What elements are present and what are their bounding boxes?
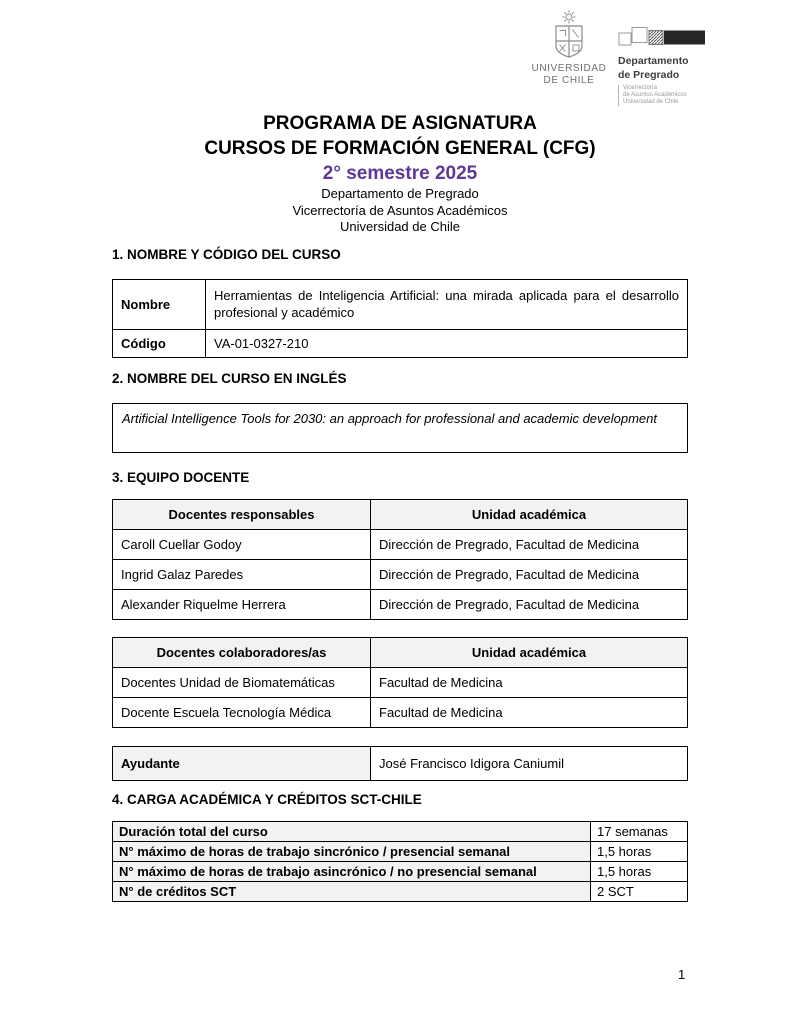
doc-title-semester: 2° semestre 2025 (322, 163, 478, 184)
section3-heading: 3. EQUIPO DOCENTE (112, 469, 250, 485)
doc-title-line2: CURSOS DE FORMACIÓN GENERAL (CFG) (204, 138, 596, 159)
uchile-logo-text-line2: DE CHILE (543, 75, 595, 86)
responsible-teachers-table (112, 499, 688, 620)
table-row (113, 329, 688, 357)
page-number: 1 (678, 967, 686, 982)
table-row (113, 529, 688, 559)
section1-heading: 1. NOMBRE Y CÓDIGO DEL CURSO (112, 246, 341, 262)
doc-subtitle-line2: Vicerrectoría de Asuntos Académicos (292, 202, 508, 218)
teacher-unit: Dirección de Pregrado, Facultad de Medicina (371, 589, 688, 619)
section2-heading: 2. NOMBRE DEL CURSO EN INGLÉS (112, 370, 347, 386)
course-name-code-table (112, 279, 688, 358)
table-row (113, 746, 688, 780)
departamento-pregrado-logo (618, 10, 710, 106)
table-header-row (113, 637, 688, 667)
workload-label: Duración total del curso (113, 821, 591, 841)
table-row (113, 881, 688, 901)
course-code-value: VA-01-0327-210 (206, 329, 688, 357)
collaborator-name: Docente Escuela Tecnología Médica (113, 697, 371, 727)
workload-label: N° máximo de horas de trabajo asincrónico / no presencial semanal (113, 861, 591, 881)
pregrado-fine-line3: Universidad de Chile (623, 99, 679, 105)
table-row (113, 861, 688, 881)
teacher-unit: Dirección de Pregrado, Facultad de Medicina (371, 529, 688, 559)
uchile-crest-icon (545, 10, 593, 62)
workload-credits-table (112, 821, 688, 902)
table-row (113, 279, 688, 329)
table-header-row (113, 499, 688, 529)
workload-value: 1,5 horas (591, 841, 688, 861)
responsables-col1-header: Docentes responsables (113, 499, 371, 529)
teacher-name: Ingrid Galaz Paredes (113, 559, 371, 589)
table-row (113, 697, 688, 727)
table-row (113, 589, 688, 619)
uchile-logo-text-line1: UNIVERSIDAD (531, 63, 607, 74)
teacher-name: Alexander Riquelme Herrera (113, 589, 371, 619)
course-name-value: Herramientas de Inteligencia Artificial: una mirada aplicada para el desarrollo profesional y académico (206, 279, 688, 329)
collaborator-name: Docentes Unidad de Biomatemáticas (113, 667, 371, 697)
pregrado-logo-title-line1: Departamento (618, 55, 689, 67)
doc-subtitle-line3: Universidad de Chile (340, 219, 460, 234)
section4-heading: 4. CARGA ACADÉMICA Y CRÉDITOS SCT-CHILE (112, 791, 422, 807)
colaboradores-col2-header: Unidad académica (371, 637, 688, 667)
collaborator-unit: Facultad de Medicina (371, 697, 688, 727)
workload-value: 2 SCT (591, 881, 688, 901)
table-row (113, 821, 688, 841)
workload-label: N° de créditos SCT (113, 881, 591, 901)
teacher-name: Caroll Cuellar Godoy (113, 529, 371, 559)
colaboradores-col1-header: Docentes colaboradores/as (113, 637, 371, 667)
responsables-col2-header: Unidad académica (371, 499, 688, 529)
assistant-label: Ayudante (113, 746, 371, 780)
workload-label: N° máximo de horas de trabajo sincrónico / presencial semanal (113, 841, 591, 861)
pregrado-fine-line1: Vicerrectoría (623, 85, 657, 91)
workload-value: 1,5 horas (591, 861, 688, 881)
workload-value: 17 semanas (591, 821, 688, 841)
collaborator-unit: Facultad de Medicina (371, 667, 688, 697)
course-name-label: Nombre (113, 279, 206, 329)
collaborating-teachers-table (112, 637, 688, 728)
pregrado-fine-line2: de Asuntos Académicos (623, 92, 687, 98)
header-logos (530, 10, 710, 106)
course-code-label: Código (113, 329, 206, 357)
english-name-box: Artificial Intelligence Tools for 2030: an approach for professional and academic development (112, 403, 688, 453)
table-row (113, 667, 688, 697)
assistant-name: José Francisco Idigora Caniumil (371, 746, 688, 780)
teacher-unit: Dirección de Pregrado, Facultad de Medicina (371, 559, 688, 589)
table-row (113, 841, 688, 861)
assistant-table (112, 746, 688, 781)
table-row (113, 559, 688, 589)
pregrado-squares-icon (618, 24, 706, 48)
doc-subtitle-line1: Departamento de Pregrado (321, 186, 479, 201)
doc-title-line1: PROGRAMA DE ASIGNATURA (263, 113, 537, 134)
pregrado-logo-title-line2: de Pregrado (618, 69, 680, 81)
universidad-de-chile-logo (530, 10, 608, 86)
pregrado-logo-fineprint (618, 85, 710, 106)
